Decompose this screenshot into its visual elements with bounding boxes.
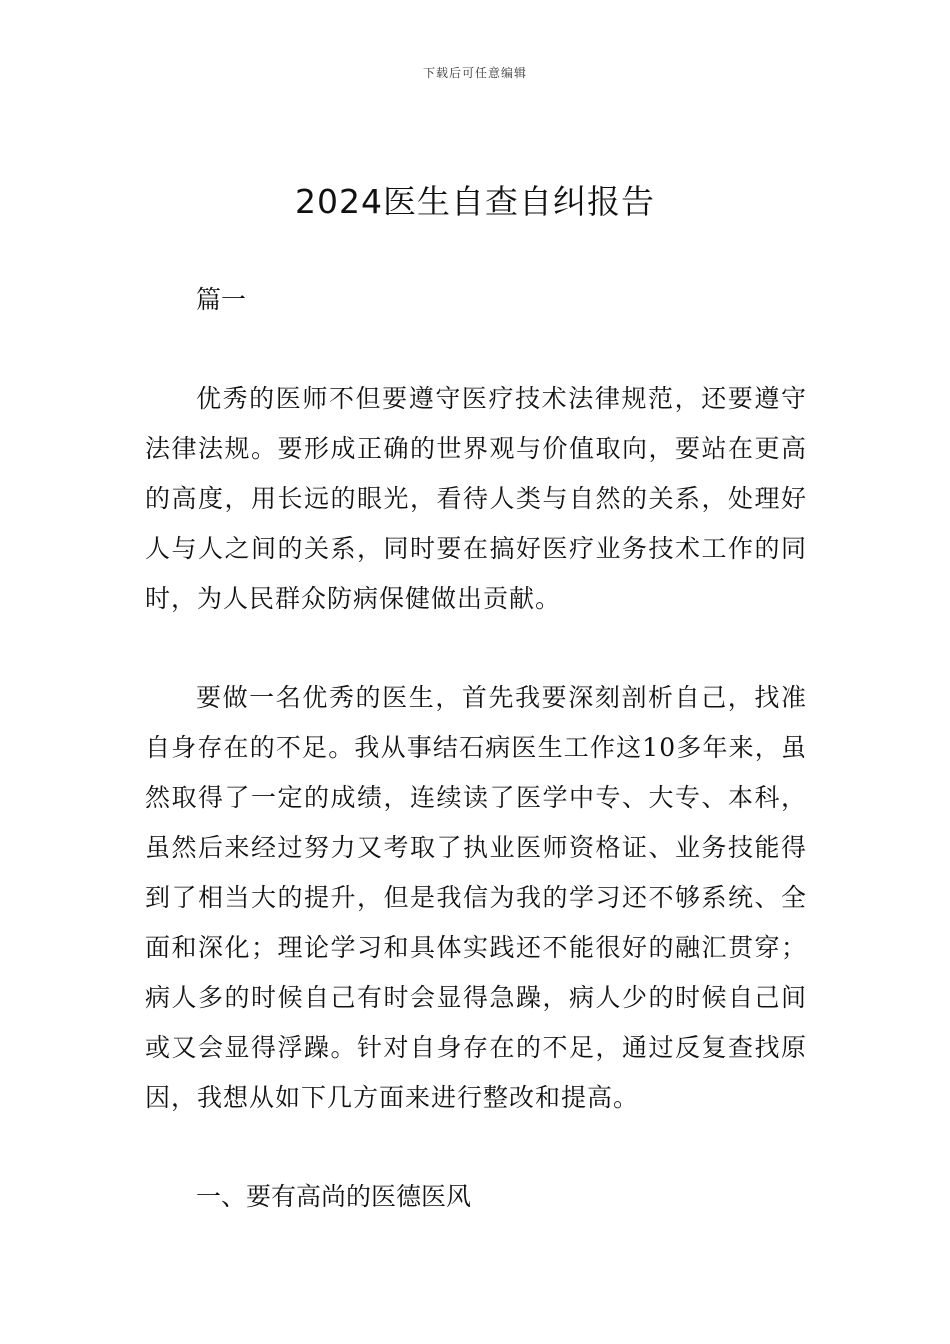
section-heading: 一、要有高尚的医德医风 bbox=[196, 1182, 472, 1211]
section-label: 篇一 bbox=[196, 285, 247, 314]
paragraph-2: 要做一名优秀的医生，首先我要深刻剖析自己，找准自身存在的不足。我从事结石病医生工作这10多年来，虽然取得了一定的成绩，连续读了医学中专、大专、本科，虽然后来经过努力又考取了执业医师资格证、业务技能得到了相当大的提升，但是我信为我的学习还不够系统、全面和深化；理论学习和具体实践还不能很好的融汇贯穿；病人多的时候自己有时会显得急躁，病人少的时候自己间或又会显得浮躁。针对自身存在的不足，通过反复查找原因，我想从如下几方面来进行整改和提高。 bbox=[145, 683, 807, 1112]
document-title: 2024医生自查自纠报告 bbox=[295, 182, 655, 221]
paragraph-1: 优秀的医师不但要遵守医疗技术法律规范，还要遵守法律法规。要形成正确的世界观与价值取向，要站在更高的高度，用长远的眼光，看待人类与自然的关系，处理好人与人之间的关系，同时要在搞好医疗业务技术工作的同时，为人民群众防病保健做出贡献。 bbox=[145, 384, 807, 613]
header-note: 下载后可任意编辑 bbox=[422, 66, 527, 80]
